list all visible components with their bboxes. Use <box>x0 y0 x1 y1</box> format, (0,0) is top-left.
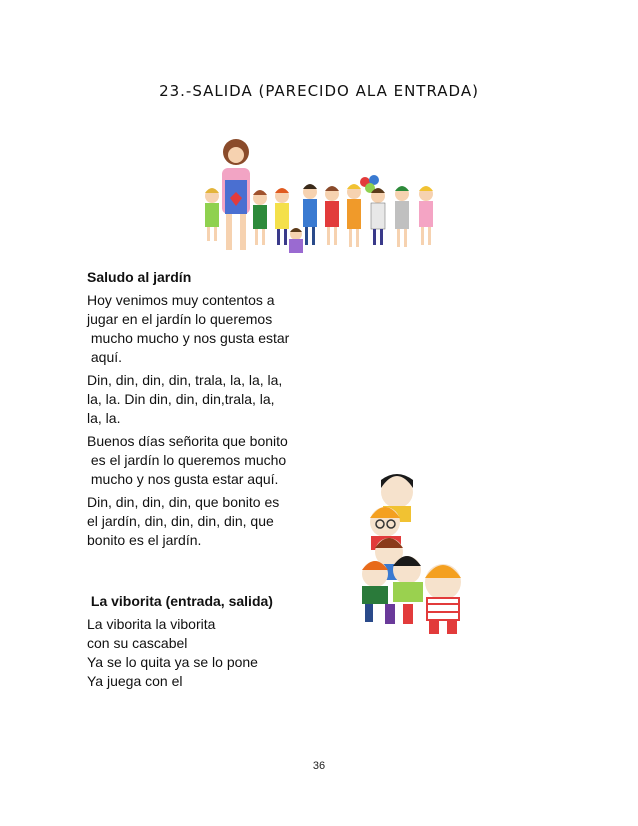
text-line: Din, din, din, din, trala, la, la, la, <box>87 372 283 388</box>
paragraph <box>87 291 327 367</box>
page-number: 36 <box>312 760 326 772</box>
text-line: mucho y nos gusta estar aquí. <box>87 471 279 487</box>
page-title: 23.-SALIDA (PARECIDO ALA ENTRADA) <box>159 82 479 100</box>
text-line: es el jardín lo queremos mucho <box>87 452 287 468</box>
text-line: aquí. <box>87 349 123 365</box>
text-line: la, la. Din din, din, din,trala, la, <box>87 391 275 407</box>
text-line: Ya juega con el <box>87 673 183 689</box>
teacher-and-children-illustration <box>200 138 445 260</box>
paragraph <box>87 432 327 489</box>
text-line: Hoy venimos muy contentos a <box>87 292 275 308</box>
paragraph <box>87 493 327 550</box>
section-heading-saludo: Saludo al jardín <box>87 269 192 285</box>
children-conga-illustration <box>345 470 485 640</box>
paragraph <box>87 371 327 428</box>
text-line: jugar en el jardín lo queremos <box>87 311 273 327</box>
teacher-figure <box>222 139 250 250</box>
section-heading-viborita: La viborita (entrada, salida) <box>87 593 273 609</box>
text-line: bonito es el jardín. <box>87 532 202 548</box>
text-line: la, la. <box>87 410 121 426</box>
text-line: Buenos días señorita que bonito <box>87 433 288 449</box>
text-line: el jardín, din, din, din, din, que <box>87 513 274 529</box>
text-line: con su cascabel <box>87 635 188 651</box>
paragraph <box>87 615 327 691</box>
section-saludo <box>87 268 327 550</box>
text-line: Ya se lo quita ya se lo pone <box>87 654 258 670</box>
text-line: Din, din, din, din, que bonito es <box>87 494 280 510</box>
text-line: La viborita la viborita <box>87 616 216 632</box>
text-line: mucho mucho y nos gusta estar <box>87 330 290 346</box>
section-viborita <box>87 592 327 691</box>
